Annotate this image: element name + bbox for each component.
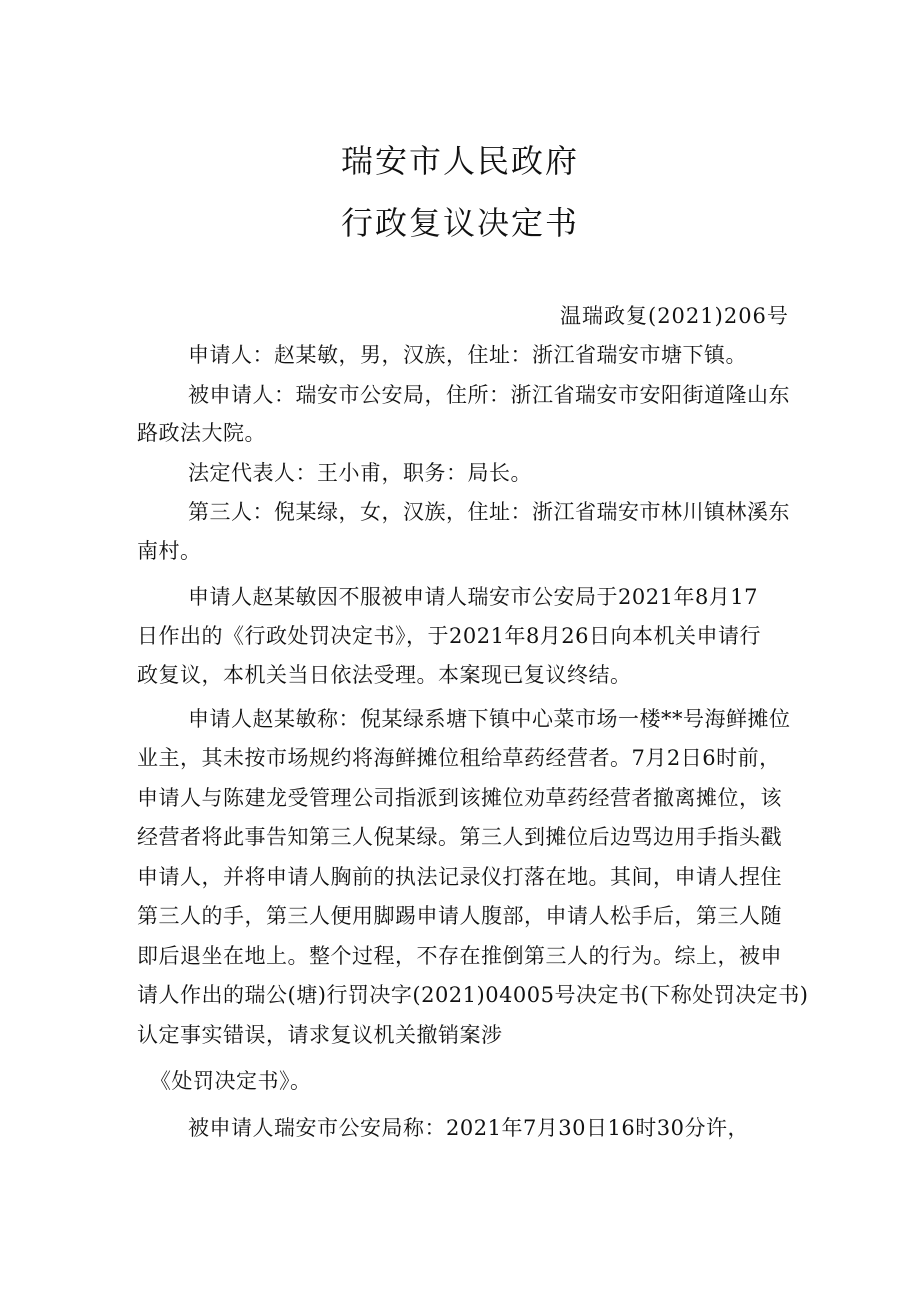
- paragraph-line: 日作出的《行政处罚决定书》，于2021年8月26日向本机关申请行: [137, 624, 762, 648]
- paragraph-line: 申请人，并将申请人胸前的执法记录仪打落在地。其间，申请人捏住: [137, 865, 782, 889]
- paragraph-line: 申请人赵某敏因不服被申请人瑞安市公安局于2021年8月17: [188, 585, 759, 609]
- issuer-title: 瑞安市人民政府: [340, 142, 579, 180]
- paragraph-line: 《处罚决定书》。: [150, 1069, 312, 1093]
- respondent-line: 被申请人：瑞安市公安局，住所：浙江省瑞安市安阳街道隆山东: [188, 383, 790, 407]
- paragraph-line: 被申请人瑞安市公安局称：2021年7月30日16时30分许，: [188, 1116, 749, 1140]
- paragraph-line: 第三人的手，第三人便用脚踢申请人腹部，申请人松手后，第三人随: [137, 904, 782, 928]
- paragraph-line: 申请人与陈建龙受管理公司指派到该摊位劝草药经营者撤离摊位，该: [137, 786, 782, 810]
- paragraph-line: 请人作出的瑞公(塘)行罚决字(2021)04005号决定书(下称处罚决定书): [137, 983, 809, 1007]
- third-party-line: 第三人：倪某绿，女，汉族，住址：浙江省瑞安市林川镇林溪东: [188, 500, 790, 524]
- paragraph-line: 业主，其未按市场规约将海鲜摊位租给草药经营者。7月2日6时前，: [137, 746, 781, 770]
- paragraph-line: 申请人赵某敏称：倪某绿系塘下镇中心菜市场一楼**号海鲜摊位: [188, 707, 791, 731]
- paragraph-line: 即后退坐在地上。整个过程，不存在推倒第三人的行为。综上，被申: [137, 944, 782, 968]
- document-number: 温瑞政复(2021)206号: [560, 304, 789, 328]
- paragraph-line: 认定事实错误，请求复议机关撤销案涉: [137, 1023, 503, 1047]
- legal-representative-line: 法定代表人：王小甫，职务：局长。: [188, 461, 532, 485]
- applicant-line: 申请人：赵某敏，男，汉族，住址：浙江省瑞安市塘下镇。: [188, 343, 747, 367]
- paragraph-line: 经营者将此事告知第三人倪某绿。第三人到摊位后边骂边用手指头戳: [137, 825, 782, 849]
- document-type-title: 行政复议决定书: [340, 204, 579, 242]
- third-party-line-cont: 南村。: [137, 539, 202, 563]
- respondent-line-cont: 路政法大院。: [137, 421, 266, 445]
- paragraph-line: 政复议，本机关当日依法受理。本案现已复议终结。: [137, 663, 632, 687]
